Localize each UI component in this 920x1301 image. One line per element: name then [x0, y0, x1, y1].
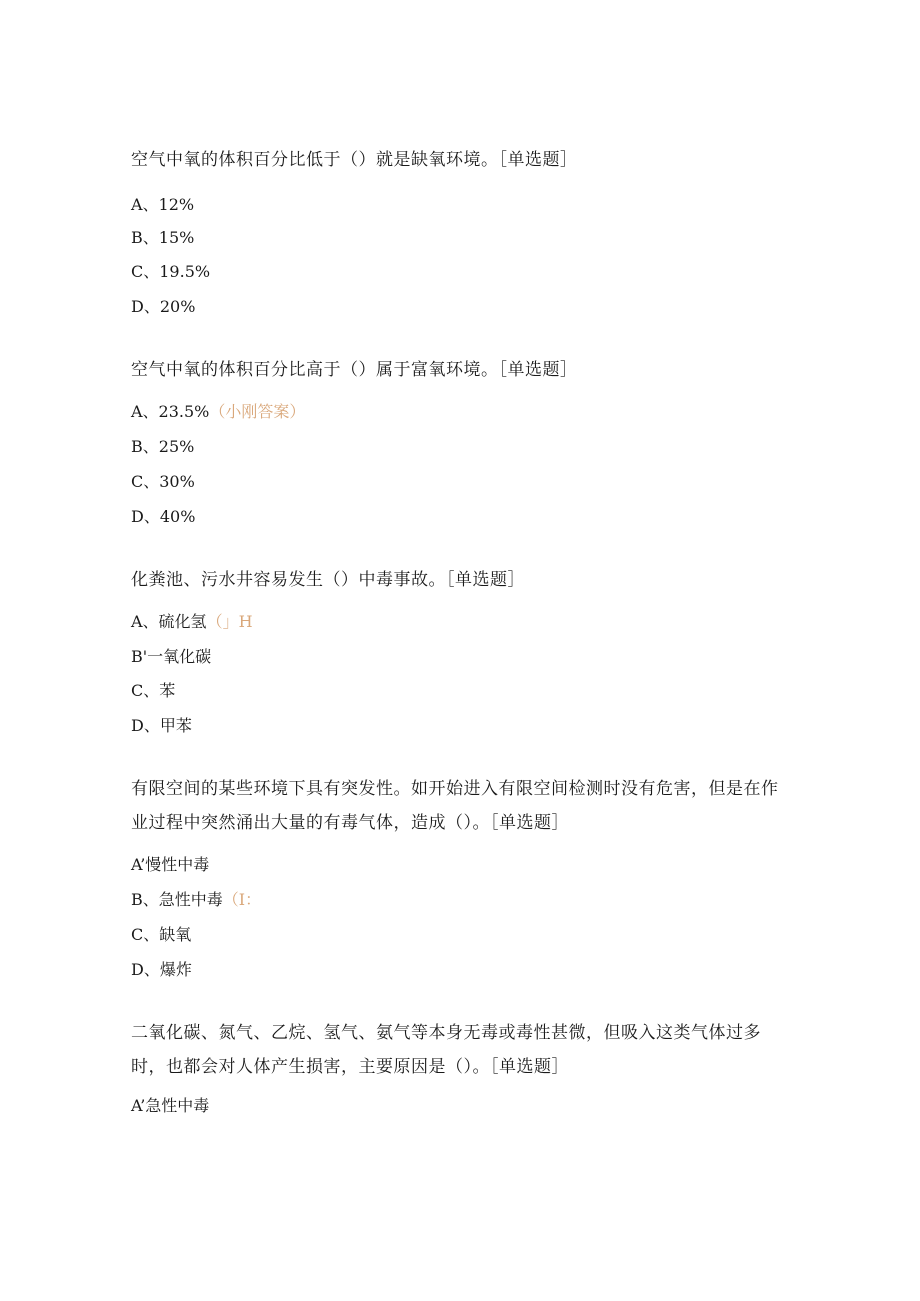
option [131, 612, 791, 632]
question-stem: 有限空间的某些环境下具有突发性。如开始进入有限空间检测时没有危害，但是在作业过程中突然涌出大量的有毒气体，造成（）。［单选题］ [131, 779, 779, 833]
option-text: D、40% [131, 507, 196, 526]
option [131, 262, 791, 282]
option [131, 507, 791, 527]
question-1 [131, 143, 791, 177]
option-text: A’急性中毒 [131, 1096, 210, 1115]
option [131, 1096, 791, 1116]
answer-hint: （小刚答案） [209, 402, 306, 421]
option-text: C、19.5% [131, 262, 211, 281]
option [131, 681, 791, 701]
option-text: B、急性中毒 [131, 890, 223, 909]
option [131, 716, 791, 736]
question-stem: 化粪池、污水井容易发生（）中毒事故。［单选题］ [131, 570, 525, 590]
option [131, 195, 791, 215]
option [131, 437, 791, 457]
option-text: A、23.5% [131, 402, 210, 421]
option-text: A、12% [131, 195, 195, 214]
question-stem: 空气中氧的体积百分比低于（）就是缺氧环境。［单选题］ [131, 150, 578, 170]
answer-hint: （I： [222, 890, 262, 909]
option-text: D、爆炸 [131, 960, 192, 979]
option [131, 402, 791, 422]
question-4 [131, 772, 791, 840]
question-5 [131, 1016, 791, 1084]
option-text: C、苯 [131, 681, 176, 700]
option [131, 228, 791, 248]
option [131, 855, 791, 875]
option-text: A’慢性中毒 [131, 855, 210, 874]
option-text: D、20% [131, 297, 196, 316]
option [131, 472, 791, 492]
option-text: C、30% [131, 472, 195, 491]
option-text: B、15% [131, 228, 195, 247]
option [131, 647, 791, 667]
question-stem: 二氧化碳、氮气、乙烷、氢气、氨气等本身无毒或毒性甚微，但吸入这类气体过多时，也都会对人体产生损害，主要原因是（）。［单选题］ [131, 1023, 761, 1077]
question-3 [131, 563, 791, 597]
option [131, 890, 791, 910]
option-text: C、缺氧 [131, 925, 192, 944]
question-2 [131, 353, 791, 387]
option-text: B'一氧化碳 [131, 647, 212, 666]
option [131, 925, 791, 945]
option-text: D、甲苯 [131, 716, 192, 735]
question-stem: 空气中氧的体积百分比高于（）属于富氧环境。［单选题］ [131, 360, 578, 380]
option-text: B、25% [131, 437, 195, 456]
option-text: A、硫化氢 [131, 612, 207, 631]
answer-hint: （」H [206, 612, 253, 631]
option [131, 960, 791, 980]
option [131, 297, 791, 317]
